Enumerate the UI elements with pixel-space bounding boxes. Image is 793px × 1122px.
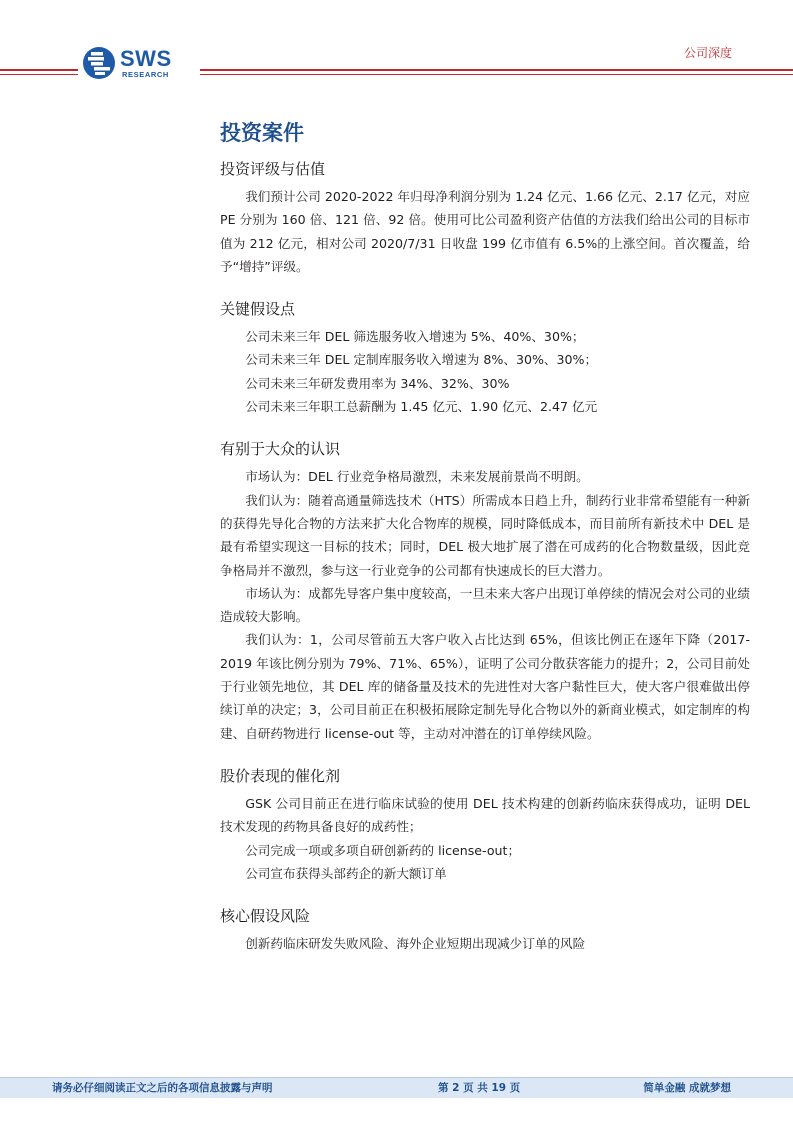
paragraph: 我们认为：1，公司尽管前五大客户收入占比达到 65%，但该比例正在逐年下降（2017-2019 年该比例分别为 79%、71%、65%），证明了公司分散获客能力的提升；2，公司目前处于行业领先地位，其 DEL 库的储备量及技术的先进性对大客户黏性巨大，使大客户很难做出停续订单的决定；3，公司目前正在积极拓展除定制先导化合物以外的新商业模式，如定制库的构建、自研药物进行 license-out 等，主动对冲潜在的订单停续风险。 xyxy=(220,632,750,741)
paragraph: 我们认为：随着高通量筛选技术（HTS）所需成本日趋上升，制药行业非常希望能有一种新的获得先导化合物的方法来扩大化合物库的规模，同时降低成本，而目前所有新技术中 DEL 是最有希望实现这一目标的技术；同时，DEL 极大地扩展了潜在可成药的化合物数量级，因此竞争格局并不激烈，参与这一行业竞争的公司都有快速成长的巨大潜力。 xyxy=(220,492,750,578)
section-heading: 核心假设风险 xyxy=(220,907,311,926)
logo-subtext: RESEARCH xyxy=(122,70,169,79)
footer-slogan: 简单金融 成就梦想 xyxy=(643,1082,731,1094)
paragraph: 市场认为：DEL 行业竞争格局激烈，未来发展前景尚不明朗。 xyxy=(245,469,589,485)
section-heading: 投资评级与估值 xyxy=(220,160,326,178)
footer-disclaimer: 请务必仔细阅读正文之后的各项信息披露与声明 xyxy=(52,1082,273,1094)
page-title: 投资案件 xyxy=(220,121,304,145)
list-item: 公司未来三年 DEL 定制库服务收入增速为 8%、30%、30%； xyxy=(245,352,598,368)
page-number: 第 2 页 共 19 页 xyxy=(438,1082,521,1094)
list-item: GSK 公司目前正在进行临床试验的使用 DEL 技术构建的创新药临床获得成功，证明 DEL 技术发现的药物具备良好的成药性； xyxy=(220,795,750,835)
list-item: 公司未来三年 DEL 筛选服务收入增速为 5%、40%、30%； xyxy=(245,329,585,345)
section-key-assumptions xyxy=(220,298,750,418)
document-type-label: 公司深度 xyxy=(683,46,732,60)
list-item: 公司未来三年研发费用率为 34%、32%、30% xyxy=(245,375,510,391)
header-rule-left-thin xyxy=(0,74,78,75)
paragraph: 我们预计公司 2020-2022 年归母净利润分别为 1.24 亿元、1.66 亿元、2.17 亿元，对应 PE 分别为 160 倍、121 倍、92 倍。使用可比公司盈利资产估值的方法我们给出公司的目标市值为 212 亿元，相对公司 2020/7/31 日收盘 199 亿市值有 6.5%的上涨空间。首次覆盖，给予“增持”评级。 xyxy=(220,189,750,274)
paragraph: 创新药临床研发失败风险、海外企业短期出现减少订单的风险 xyxy=(245,936,586,952)
section-heading: 股价表现的催化剂 xyxy=(220,766,341,785)
section-rating-valuation xyxy=(220,158,750,278)
sws-logo xyxy=(82,46,188,80)
section-catalysts xyxy=(220,765,750,885)
list-item: 公司宣布获得头部药企的新大额订单 xyxy=(245,865,447,881)
report-body xyxy=(220,118,750,975)
sws-logo-icon xyxy=(82,46,116,80)
section-heading: 关键假设点 xyxy=(220,300,296,319)
section-heading: 有别于大众的认识 xyxy=(220,440,341,459)
logo-text: SWS xyxy=(120,46,172,71)
section-core-risks xyxy=(220,905,750,955)
page-header xyxy=(0,0,793,90)
list-item: 公司未来三年职工总薪酬为 1.45 亿元、1.90 亿元、2.47 亿元 xyxy=(245,399,598,415)
header-rule-left xyxy=(0,69,78,71)
header-rule-right-thin xyxy=(200,74,793,75)
list-item: 公司完成一项或多项自研创新药的 license-out； xyxy=(245,842,521,858)
paragraph: 市场认为：成都先导客户集中度较高，一旦未来大客户出现订单停续的情况会对公司的业绩造成较大影响。 xyxy=(220,585,750,625)
section-differentiated-view xyxy=(220,438,750,745)
header-rule-right xyxy=(200,69,793,71)
